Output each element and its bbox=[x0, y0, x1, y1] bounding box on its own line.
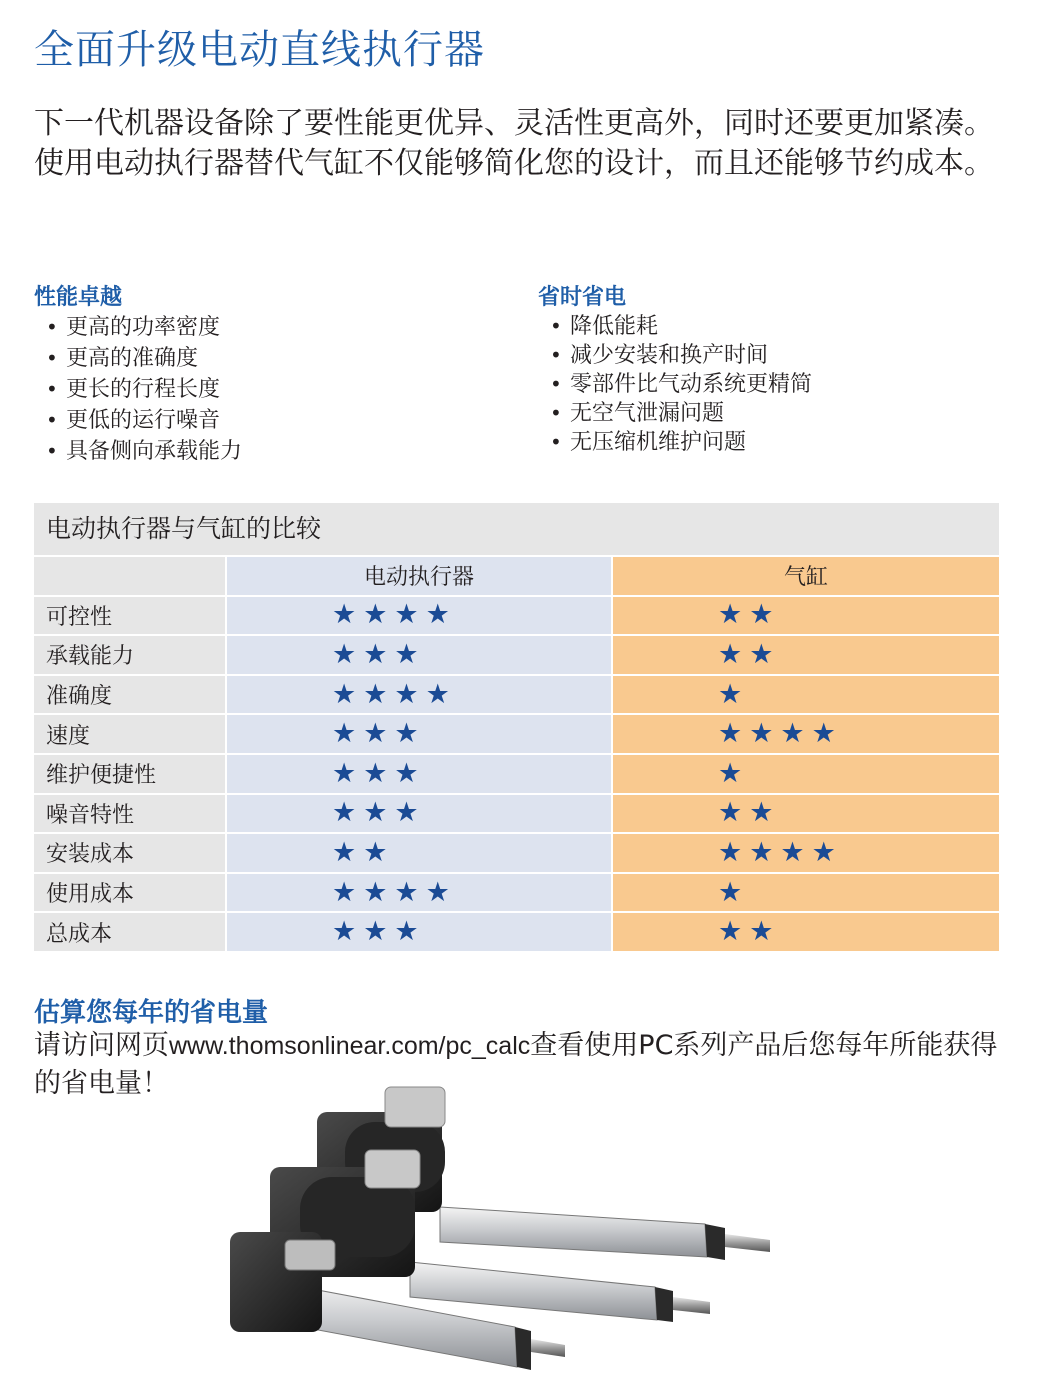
electric-rating-cell bbox=[226, 833, 612, 873]
table-row bbox=[34, 596, 999, 636]
cylinder-rating-stars: ★ bbox=[718, 876, 750, 908]
table-row bbox=[34, 833, 999, 873]
row-label: 维护便捷性 bbox=[34, 754, 226, 794]
electric-rating-stars: ★★★ bbox=[332, 638, 426, 670]
electric-rating-stars: ★★★ bbox=[332, 718, 426, 750]
list-item: • 更低的运行噪音 bbox=[34, 405, 514, 436]
cylinder-rating-cell bbox=[612, 675, 999, 715]
cylinder-rating-cell bbox=[612, 635, 999, 675]
comparison-caption: 电动执行器与气缸的比较 bbox=[34, 503, 999, 557]
cylinder-rating-stars: ★ bbox=[718, 757, 750, 789]
list-item: • 无压缩机维护问题 bbox=[538, 428, 1018, 457]
table-row bbox=[34, 754, 999, 794]
electric-rating-stars: ★★★★ bbox=[332, 678, 457, 710]
cylinder-rating-stars: ★★ bbox=[718, 638, 781, 670]
actuator-photo bbox=[225, 1082, 795, 1382]
cylinder-rating-stars: ★★★★ bbox=[718, 718, 843, 750]
electric-rating-stars: ★★★ bbox=[332, 757, 426, 789]
electric-rating-cell bbox=[226, 596, 612, 636]
row-label: 可控性 bbox=[34, 596, 226, 636]
electric-rating-cell bbox=[226, 714, 612, 754]
electric-rating-stars: ★★★★ bbox=[332, 599, 457, 631]
list-item: • 减少安装和换产时间 bbox=[538, 341, 1018, 370]
cylinder-rating-stars: ★★ bbox=[718, 797, 781, 829]
comparison-header-row bbox=[34, 557, 999, 596]
header-label-cell bbox=[34, 557, 226, 596]
cylinder-rating-cell bbox=[612, 596, 999, 636]
comparison-table bbox=[34, 557, 999, 953]
cylinder-rating-stars: ★★ bbox=[718, 599, 781, 631]
cylinder-rating-cell bbox=[612, 754, 999, 794]
features-savings bbox=[538, 284, 1018, 457]
list-item: • 无空气泄漏问题 bbox=[538, 399, 1018, 428]
features-savings-title: 省时省电 bbox=[538, 285, 627, 310]
electric-rating-stars: ★★★ bbox=[332, 797, 426, 829]
cylinder-rating-cell bbox=[612, 714, 999, 754]
electric-rating-cell bbox=[226, 873, 612, 913]
electric-rating-stars: ★★★★ bbox=[332, 876, 457, 908]
calc-text-after: 查看使用PC系列产品后您每年所能获得的省电量！ bbox=[34, 1030, 998, 1099]
table-row bbox=[34, 714, 999, 754]
cylinder-rating-stars: ★★★★ bbox=[718, 836, 843, 868]
electric-rating-cell bbox=[226, 754, 612, 794]
cylinder-rating-stars: ★★ bbox=[718, 916, 781, 948]
list-item: • 降低能耗 bbox=[538, 312, 1018, 341]
list-item: • 零部件比气动系统更精简 bbox=[538, 370, 1018, 399]
electric-rating-cell bbox=[226, 635, 612, 675]
electric-rating-cell bbox=[226, 675, 612, 715]
row-label: 使用成本 bbox=[34, 873, 226, 913]
features-savings-list bbox=[538, 312, 1018, 457]
page-title: 全面升级电动直线执行器 bbox=[34, 27, 485, 73]
list-item: • 更长的行程长度 bbox=[34, 374, 514, 405]
table-row bbox=[34, 873, 999, 913]
row-label: 安装成本 bbox=[34, 833, 226, 873]
cylinder-rating-stars: ★ bbox=[718, 678, 750, 710]
row-label: 准确度 bbox=[34, 675, 226, 715]
savings-calc-title: 估算您每年的省电量 bbox=[34, 998, 269, 1028]
table-row bbox=[34, 912, 999, 952]
cylinder-rating-cell bbox=[612, 873, 999, 913]
table-row bbox=[34, 635, 999, 675]
list-item: • 具备侧向承载能力 bbox=[34, 436, 514, 467]
calc-text-before: 请访问网页 bbox=[34, 1030, 169, 1061]
intro-paragraph: 下一代机器设备除了要性能更优异、灵活性更高外，同时还要更加紧凑。使用电动执行器替代气缸不仅能够简化您的设计，而且还能够节约成本。 bbox=[34, 106, 994, 181]
list-item: • 更高的功率密度 bbox=[34, 312, 514, 343]
row-label: 总成本 bbox=[34, 912, 226, 952]
cylinder-rating-cell bbox=[612, 833, 999, 873]
features-performance bbox=[34, 284, 514, 467]
header-air-cylinder: 气缸 bbox=[612, 557, 999, 596]
row-label: 噪音特性 bbox=[34, 794, 226, 834]
table-row bbox=[34, 675, 999, 715]
table-row bbox=[34, 794, 999, 834]
calc-url-link[interactable]: www.thomsonlinear.com/pc_calc bbox=[169, 1032, 531, 1060]
row-label: 承载能力 bbox=[34, 635, 226, 675]
features-performance-title: 性能卓越 bbox=[34, 285, 123, 310]
cylinder-rating-cell bbox=[612, 794, 999, 834]
comparison-table-block bbox=[34, 503, 999, 953]
electric-rating-stars: ★★★ bbox=[332, 916, 426, 948]
header-electric-actuator: 电动执行器 bbox=[226, 557, 612, 596]
row-label: 速度 bbox=[34, 714, 226, 754]
electric-rating-cell bbox=[226, 794, 612, 834]
electric-rating-stars: ★★ bbox=[332, 836, 395, 868]
electric-rating-cell bbox=[226, 912, 612, 952]
cylinder-rating-cell bbox=[612, 912, 999, 952]
list-item: • 更高的准确度 bbox=[34, 343, 514, 374]
comparison-body bbox=[34, 596, 999, 952]
features-performance-list bbox=[34, 312, 514, 467]
